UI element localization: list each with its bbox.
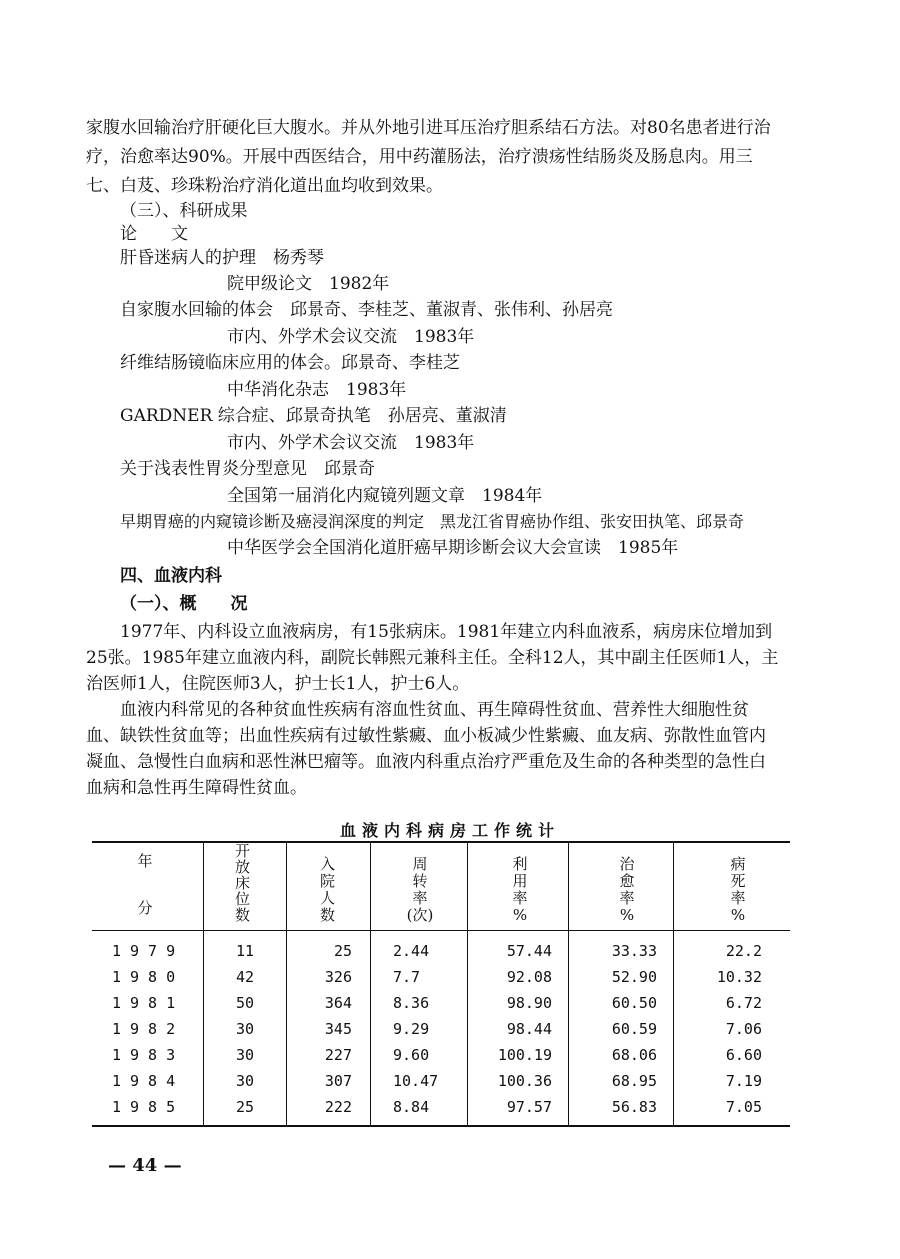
table-top-rule bbox=[92, 841, 790, 843]
cell-year: 1984 bbox=[112, 1072, 185, 1090]
body-line: 凝血、急慢性白血病和恶性淋巴瘤等。血液内科重点治疗严重危及生命的各种类型的急性白 bbox=[86, 752, 766, 772]
cell-turnover: 7.7 bbox=[393, 968, 421, 986]
table-title: 血液内科病房工作统计 bbox=[339, 821, 560, 840]
chapter-heading: 四、血液内科 bbox=[120, 566, 222, 586]
cell-mortality: 22.2 bbox=[725, 942, 762, 960]
cell-beds: 30 bbox=[236, 1020, 255, 1038]
cell-beds: 42 bbox=[236, 968, 255, 986]
paper-venue: 中华医学会全国消化道肝癌早期诊断会议大会宣读 1985年 bbox=[227, 538, 679, 558]
cell-admissions: 227 bbox=[324, 1046, 352, 1064]
column-divider bbox=[673, 843, 674, 1125]
column-divider bbox=[370, 843, 371, 1125]
cell-admissions: 25 bbox=[333, 942, 352, 960]
header-mortality: 病 死 率 % bbox=[730, 855, 746, 924]
cell-utilization: 57.44 bbox=[506, 942, 552, 960]
cell-turnover: 8.36 bbox=[393, 994, 430, 1012]
cell-year: 1983 bbox=[112, 1046, 185, 1064]
cell-year: 1981 bbox=[112, 994, 185, 1012]
body-line: 25张。1985年建立血液内科，副院长韩熙元兼科主任。全科12人，其中副主任医师1人，主 bbox=[86, 648, 779, 668]
cell-admissions: 345 bbox=[324, 1020, 352, 1038]
cell-mortality: 6.72 bbox=[725, 994, 762, 1012]
body-line: 1977年、内科设立血液病房，有15张病床。1981年建立内科血液系，病房床位增加到 bbox=[120, 622, 773, 642]
body-line: 家腹水回输治疗肝硬化巨大腹水。并从外地引进耳压治疗胆系结石方法。对80名患者进行治 bbox=[86, 118, 771, 138]
cell-beds: 30 bbox=[236, 1046, 255, 1064]
body-line: 七、白芨、珍珠粉治疗消化道出血均收到效果。 bbox=[86, 176, 443, 196]
header-utilization: 利 用 率 % bbox=[512, 855, 528, 924]
cell-beds: 25 bbox=[236, 1098, 255, 1116]
header-year: 年 分 bbox=[137, 852, 153, 917]
paper-entry: 纤维结肠镜临床应用的体会。邱景奇、李桂芝 bbox=[120, 353, 460, 373]
column-divider bbox=[568, 843, 569, 1125]
table-header-rule bbox=[92, 930, 790, 931]
paper-venue: 全国第一届消化内窥镜列题文章 1984年 bbox=[227, 486, 543, 506]
cell-cure-rate: 56.83 bbox=[611, 1098, 657, 1116]
cell-mortality: 6.60 bbox=[725, 1046, 762, 1064]
cell-mortality: 10.32 bbox=[716, 968, 762, 986]
cell-cure-rate: 60.50 bbox=[611, 994, 657, 1012]
body-line: 治医师1人，住院医师3人，护士长1人，护士6人。 bbox=[86, 674, 470, 694]
cell-turnover: 8.84 bbox=[393, 1098, 430, 1116]
paper-venue: 市内、外学术会议交流 1983年 bbox=[227, 327, 475, 347]
cell-turnover: 2.44 bbox=[393, 942, 430, 960]
cell-admissions: 222 bbox=[324, 1098, 352, 1116]
header-beds: 开 放 床 位 数 bbox=[234, 842, 250, 924]
body-line: 疗，治愈率达90%。开展中西医结合，用中药灌肠法，治疗溃疡性结肠炎及肠息肉。用三 bbox=[86, 147, 753, 167]
body-line: 血液内科常见的各种贫血性疾病有溶血性贫血、再生障碍性贫血、营养性大细胞性贫 bbox=[120, 700, 749, 720]
cell-turnover: 9.60 bbox=[393, 1046, 430, 1064]
column-divider bbox=[286, 843, 287, 1125]
column-divider bbox=[203, 843, 204, 1125]
cell-mortality: 7.19 bbox=[725, 1072, 762, 1090]
paper-entry: GARDNER 综合症、邱景奇执笔 孙居亮、董淑清 bbox=[120, 406, 507, 426]
cell-utilization: 97.57 bbox=[506, 1098, 552, 1116]
cell-admissions: 307 bbox=[324, 1072, 352, 1090]
page-number: — 44 — bbox=[108, 1155, 182, 1176]
paper-venue: 市内、外学术会议交流 1983年 bbox=[227, 433, 475, 453]
paper-entry: 自家腹水回输的体会 邱景奇、李桂芝、董淑青、张伟利、孙居亮 bbox=[120, 300, 613, 320]
body-line: 血、缺铁性贫血等；出血性疾病有过敏性紫癜、血小板减少性紫癜、血友病、弥散性血管内 bbox=[86, 726, 766, 746]
cell-utilization: 98.44 bbox=[506, 1020, 552, 1038]
cell-cure-rate: 68.06 bbox=[611, 1046, 657, 1064]
cell-year: 1980 bbox=[112, 968, 185, 986]
cell-beds: 30 bbox=[236, 1072, 255, 1090]
cell-turnover: 9.29 bbox=[393, 1020, 430, 1038]
cell-utilization: 98.90 bbox=[506, 994, 552, 1012]
paper-venue: 中华消化杂志 1983年 bbox=[227, 380, 407, 400]
cell-year: 1979 bbox=[112, 942, 185, 960]
subsection-heading: 论 文 bbox=[120, 224, 188, 244]
cell-beds: 11 bbox=[236, 942, 255, 960]
paper-entry: 肝昏迷病人的护理 杨秀琴 bbox=[120, 248, 324, 268]
cell-cure-rate: 52.90 bbox=[611, 968, 657, 986]
section-heading: （一）、概 况 bbox=[120, 594, 248, 614]
section-heading: （三）、科研成果 bbox=[120, 201, 248, 221]
header-admissions: 入 院 人 数 bbox=[319, 855, 335, 924]
paper-entry: 关于浅表性胃炎分型意见 邱景奇 bbox=[120, 459, 375, 479]
header-turnover: 周 转 率 (次) bbox=[406, 855, 434, 924]
paper-entry: 早期胃癌的内窥镜诊断及癌浸润深度的判定 黑龙江省胃癌协作组、张安田执笔、邱景奇 bbox=[120, 512, 745, 531]
cell-mortality: 7.06 bbox=[725, 1020, 762, 1038]
cell-cure-rate: 68.95 bbox=[611, 1072, 657, 1090]
cell-cure-rate: 60.59 bbox=[611, 1020, 657, 1038]
paper-venue: 院甲级论文 1982年 bbox=[227, 274, 390, 294]
cell-cure-rate: 33.33 bbox=[611, 942, 657, 960]
cell-utilization: 100.36 bbox=[497, 1072, 552, 1090]
cell-year: 1985 bbox=[112, 1098, 185, 1116]
cell-turnover: 10.47 bbox=[393, 1072, 439, 1090]
body-line: 血病和急性再生障碍性贫血。 bbox=[86, 778, 307, 798]
cell-year: 1982 bbox=[112, 1020, 185, 1038]
header-cure-rate: 治 愈 率 % bbox=[619, 855, 635, 924]
cell-admissions: 326 bbox=[324, 968, 352, 986]
cell-beds: 50 bbox=[236, 994, 255, 1012]
cell-utilization: 100.19 bbox=[497, 1046, 552, 1064]
cell-mortality: 7.05 bbox=[725, 1098, 762, 1116]
cell-admissions: 364 bbox=[324, 994, 352, 1012]
cell-utilization: 92.08 bbox=[506, 968, 552, 986]
table-bottom-rule bbox=[92, 1125, 790, 1127]
column-divider bbox=[467, 843, 468, 1125]
